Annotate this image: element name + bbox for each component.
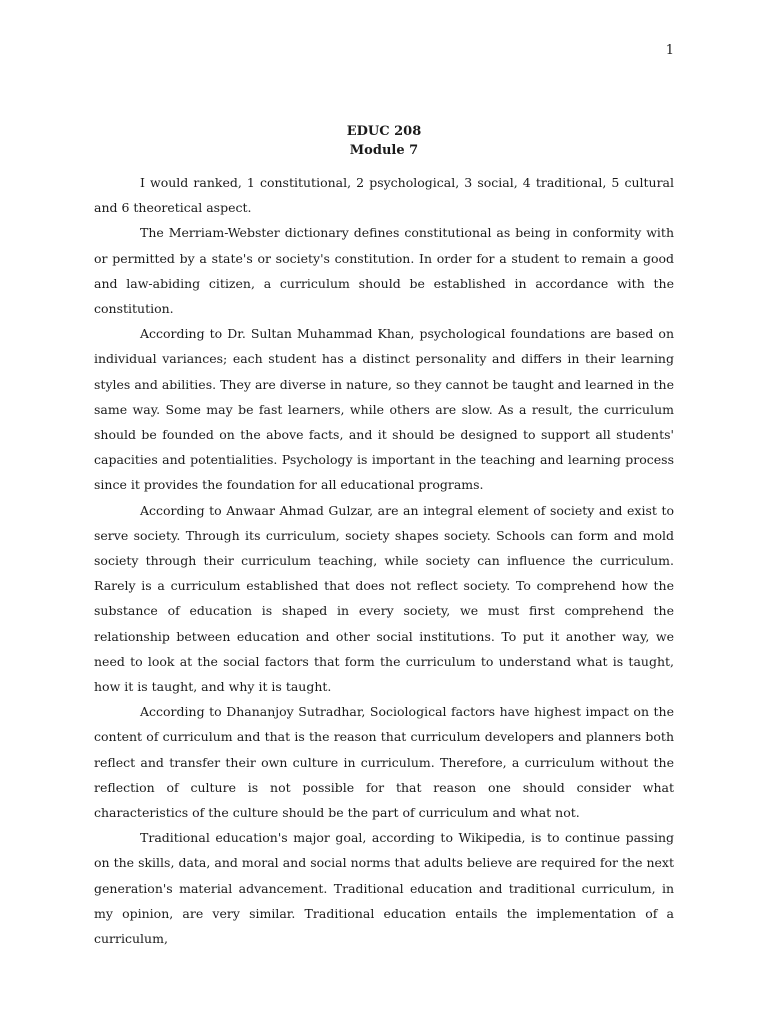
paragraph-social: According to Anwaar Ahmad Gulzar, are an integral element of society and exist to serve society. Through its curriculum, society shapes society. Schools can form and mold society through their curriculum teaching, while society can influence the curriculum. Rarely is a curriculum established that does not reflect society. To comprehend how the substance of education is shaped in every society, we must first comprehend the relationship between education and other social institutions. To put it another way, we need to look at the social factors that form the curriculum to understand what is taught, how it is taught, and why it is taught. bbox=[94, 502, 674, 695]
paragraph-ranking: I would ranked, 1 constitutional, 2 psychological, 3 social, 4 traditional, 5 cultural and 6 theoretical aspect. bbox=[94, 175, 674, 216]
paragraph-constitutional: The Merriam-Webster dictionary defines constitutional as being in conformity with or permitted by a state's or society's constitution. In order for a student to remain a good and law-abiding citizen, a curriculum should be established in accordance with the constitution. bbox=[94, 225, 674, 317]
module-title: Module 7 bbox=[349, 143, 419, 158]
paragraph-traditional: Traditional education's major goal, according to Wikipedia, is to continue passing on the skills, data, and moral and social norms that adults believe are required for the next generation's material advancement. Traditional education and traditional curriculum, in my opinion, are very similar. Traditional education entails the implementation of a curriculum, bbox=[94, 830, 674, 947]
paragraph-psychological: According to Dr. Sultan Muhammad Khan, psychological foundations are based on individual variances; each student has a distinct personality and differs in their learning styles and abilities. They are diverse in nature, so they cannot be taught and learned in the same way. Some may be fast learners, while others are slow. As a result, the curriculum should be founded on the above facts, and it should be designed to support all students' capacities and potentialities. Psychology is important in the teaching and learning process since it provides the foundation for all educational programs. bbox=[94, 326, 674, 493]
document-body bbox=[94, 170, 674, 951]
document-heading bbox=[0, 122, 768, 160]
paragraph-cultural: According to Dhananjoy Sutradhar, Sociological factors have highest impact on the content of curriculum and that is the reason that curriculum developers and planners both reflect and transfer their own culture in curriculum. Therefore, a curriculum without the reflection of culture is not possible for that reason one should consider what characteristics of the culture should be the part of curriculum and what not. bbox=[94, 704, 674, 821]
page-number: 1 bbox=[665, 43, 674, 58]
course-code: EDUC 208 bbox=[346, 124, 422, 139]
